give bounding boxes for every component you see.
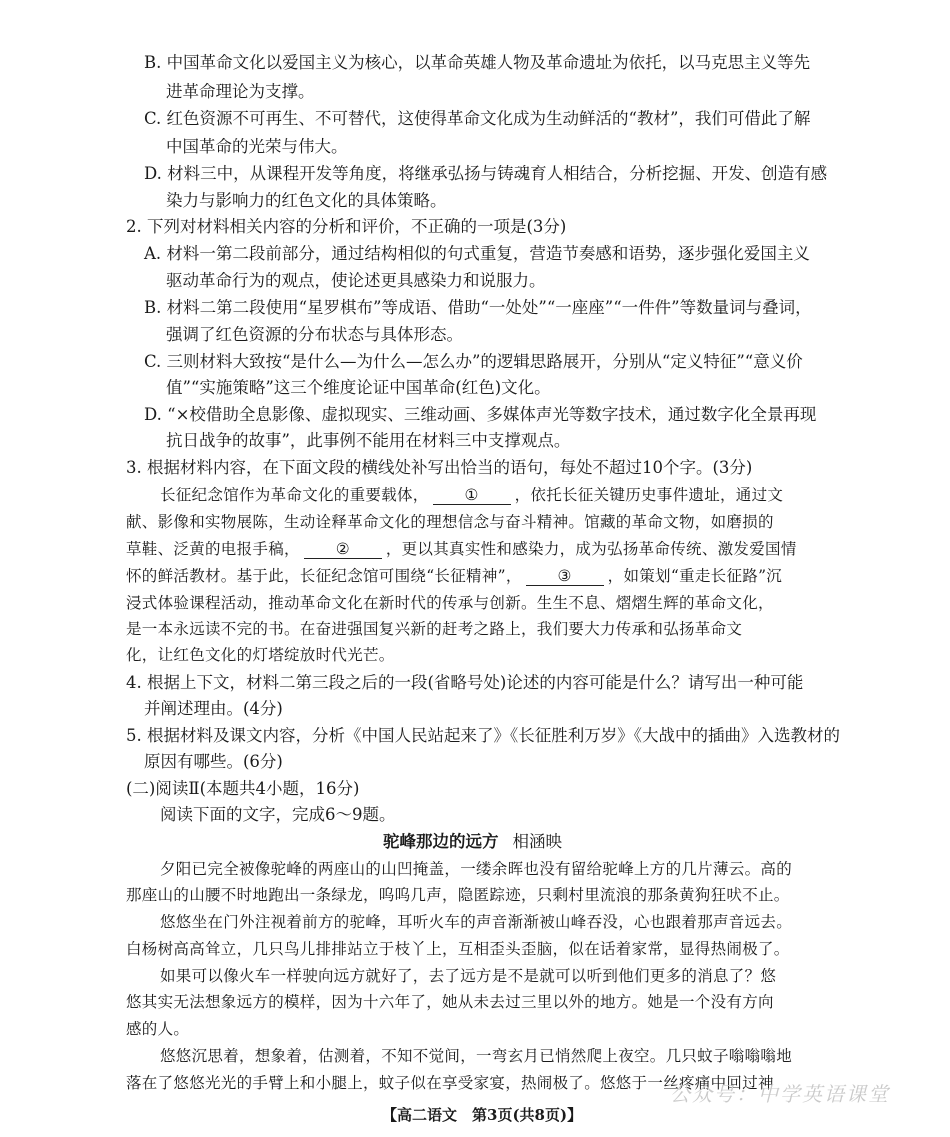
q1-option-b-line1: B. 中国革命文化以爱国主义为核心，以革命英雄人物及革命遗址为依托，以马克思主义等先: [144, 53, 811, 72]
question-5-line1: 5. 根据材料及课文内容，分析《中国人民站起来了》《长征胜利万岁》《大战中的插曲》入选教材的: [126, 726, 840, 745]
q1-option-d-line1: D. 材料三中，从课程开发等角度，将继承弘扬与铸魂育人相结合，分析挖掘、开发、创造有感: [144, 164, 828, 183]
story-p3-line1: 如果可以像火车一样驶向远方就好了，去了远方是不是就可以听到他们更多的消息了？悠: [160, 967, 777, 985]
question-5-line2: 原因有哪些。(6分): [144, 752, 283, 771]
q3-passage-line2: 献、影像和实物展陈，生动诠释革命文化的理想信念与奋斗精神。馆藏的革命文物，如磨损的: [126, 513, 774, 531]
q3-text: ，如策划“重走长征路”沉: [607, 567, 783, 585]
blank-1[interactable]: ①: [433, 486, 511, 505]
story-p3-line2: 悠其实无法想象远方的模样，因为十六年了，她从未去过三里以外的地方。她是一个没有方向: [126, 993, 774, 1011]
q3-passage-line3: [126, 537, 797, 561]
blank-3[interactable]: ③: [526, 567, 604, 586]
story-p2-line2: 白杨树高高耸立，几只鸟儿排排站立于枝丫上，互相歪头歪脑，似在话着家常，显得热闹极了。: [126, 940, 790, 958]
q2-option-b-line2: 强调了红色资源的分布状态与具体形态。: [166, 325, 463, 344]
q2-option-d-line2: 抗日战争的故事”，此事例不能用在材料三中支撑观点。: [166, 431, 571, 450]
section-2-intro: 阅读下面的文字，完成6～9题。: [160, 805, 396, 824]
q1-option-c-line1: C. 红色资源不可再生、不可替代，这使得革命文化成为生动鲜活的“教材”，我们可借此了解: [144, 109, 811, 128]
question-2-stem: 2. 下列对材料相关内容的分析和评价，不正确的一项是(3分): [126, 217, 567, 236]
story-p4-line2: 落在了悠悠光光的手臂上和小腿上，蚊子似在享受家宴，热闹极了。悠悠于一丝疼痛中回过神: [126, 1074, 774, 1092]
q3-passage-line4: [126, 564, 782, 588]
q2-option-b-line1: B. 材料二第二段使用“星罗棋布”等成语、借助“一处处”“一座座”“一件件”等数量词与叠词，: [144, 298, 812, 317]
q3-passage-line7: 化，让红色文化的灯塔绽放时代光芒。: [126, 646, 395, 664]
q2-option-c-line1: C. 三则材料大致按“是什么—为什么—怎么办”的逻辑思路展开，分别从“定义特征”“意义价: [144, 352, 803, 371]
question-3-stem: 3. 根据材料内容，在下面文段的横线处补写出恰当的语句，每处不超过10个字。(3分): [126, 458, 753, 477]
q3-text: 草鞋、泛黄的电报手稿，: [126, 540, 300, 558]
q3-text: 长征纪念馆作为革命文化的重要载体，: [160, 486, 429, 504]
story-title-line: [383, 830, 562, 854]
q3-passage-line6: 是一本永远读不完的书。在奋进强国复兴新的赶考之路上，我们要大力传承和弘扬革命文: [126, 620, 743, 638]
question-4-line2: 并阐述理由。(4分): [144, 699, 283, 718]
section-2-heading: (二)阅读Ⅱ(本题共4小题，16分): [126, 779, 360, 798]
story-author: 相涵映: [512, 832, 562, 851]
q2-option-c-line2: 值”“实施策略”这三个维度论证中国革命(红色)文化。: [166, 378, 551, 397]
q1-option-b-line2: 进革命理论为支撑。: [166, 82, 315, 101]
q3-text: ，依托长征关键历史事件遗址，通过文: [514, 486, 784, 504]
q3-passage-line1: [160, 483, 783, 507]
story-p1-line1: 夕阳已完全被像驼峰的两座山的山凹掩盖，一缕余晖也没有留给驼峰上方的几片薄云。高的: [160, 860, 793, 878]
story-p4-line1: 悠悠沉思着，想象着，估测着，不知不觉间，一弯玄月已悄然爬上夜空。几只蚊子嗡嗡嗡地: [160, 1047, 793, 1065]
story-p1-line2: 那座山的山腰不时地跑出一条绿龙，呜呜几声，隐匿踪迹，只剩村里流浪的那条黄狗狂吠不止。: [126, 886, 790, 904]
q2-option-a-line1: A. 材料一第二段前部分，通过结构相似的句式重复，营造节奏感和语势，逐步强化爱国主义: [144, 244, 810, 263]
question-4-line1: 4. 根据上下文，材料二第三段之后的一段(省略号处)论述的内容可能是什么？请写出一种可能: [126, 673, 804, 692]
page-footer: 【高二语文 第3页(共8页)】: [382, 1106, 583, 1124]
q2-option-d-line1: D. “×校借助全息影像、虚拟现实、三维动画、多媒体声光等数字技术，通过数字化全景再现: [144, 405, 817, 424]
story-title: 驼峰那边的远方: [383, 832, 499, 851]
q3-text: ，更以其真实性和感染力，成为弘扬革命传统、激发爱国情: [385, 540, 797, 558]
story-p3-line3: 感的人。: [126, 1020, 190, 1038]
q3-text: 怀的鲜活教材。基于此，长征纪念馆可围绕“长征精神”，: [126, 567, 522, 585]
story-p2-line1: 悠悠坐在门外注视着前方的驼峰，耳听火车的声音渐渐被山峰吞没，心也跟着那声音远去。: [160, 913, 793, 931]
q2-option-a-line2: 驱动革命行为的观点，使论述更具感染力和说服力。: [166, 271, 546, 290]
blank-2[interactable]: ②: [304, 540, 382, 559]
watermark: 公众号：中学英语课堂: [670, 1082, 890, 1106]
q1-option-d-line2: 染力与影响力的红色文化的具体策略。: [166, 191, 447, 210]
q1-option-c-line2: 中国革命的光荣与伟大。: [166, 137, 348, 156]
q3-passage-line5: 浸式体验课程活动，推动革命文化在新时代的传承与创新。生生不息、熠熠生辉的革命文化，: [126, 594, 774, 612]
